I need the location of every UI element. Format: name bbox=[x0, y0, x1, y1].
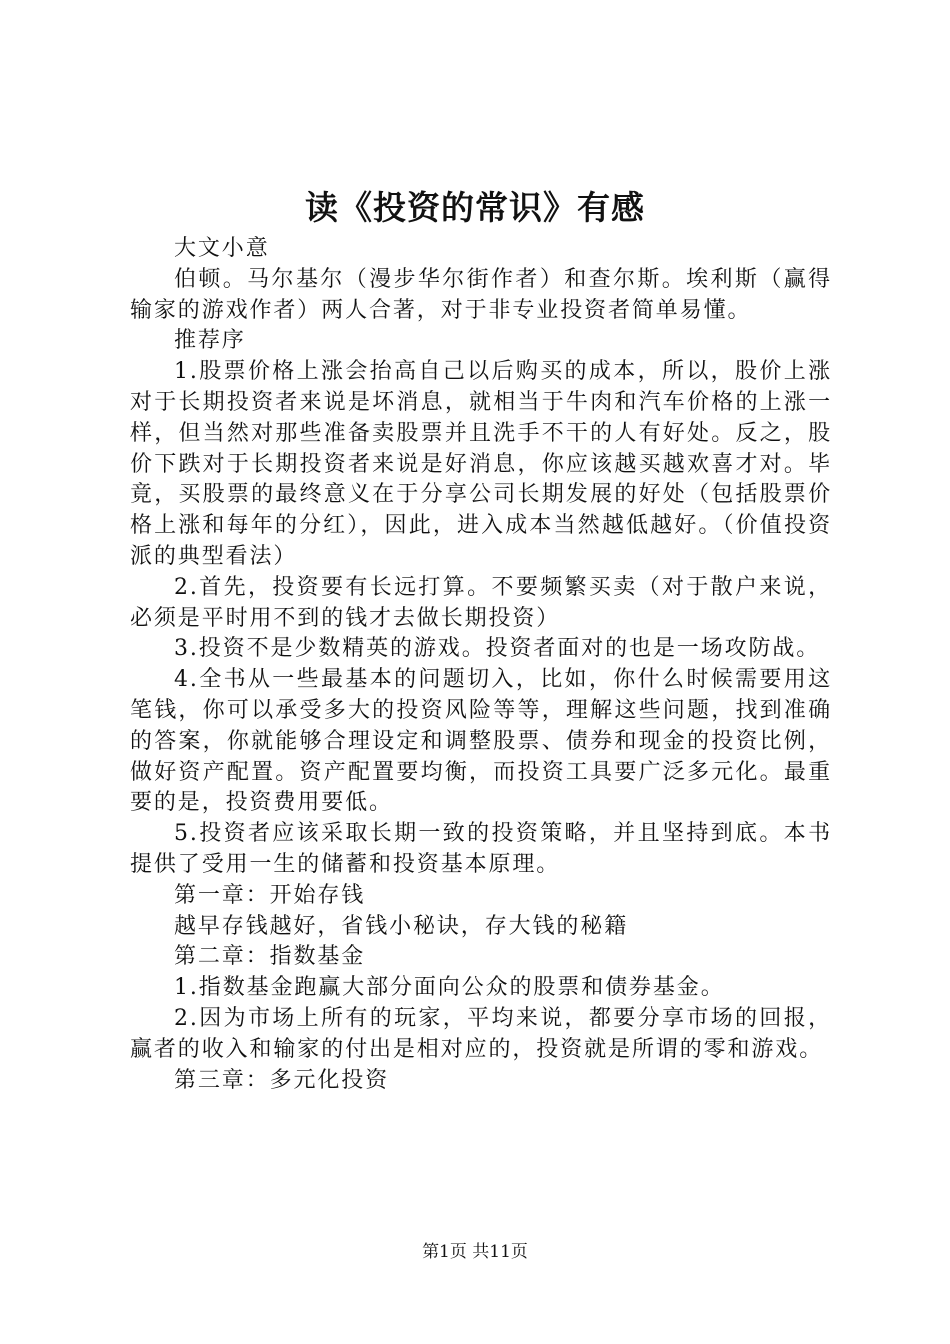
paragraph-point-5: 5.投资者应该采取长期一致的投资策略，并且坚持到底。本书提供了受用一生的储蓄和投资基本原理。 bbox=[130, 821, 832, 877]
paragraph-point-2: 2.首先，投资要有长远打算。不要频繁买卖（对于散户来说，必须是平时用不到的钱才去做长期投资） bbox=[130, 574, 832, 631]
paragraph-preface-heading: 推荐序 bbox=[174, 328, 246, 354]
paragraph-chapter-2-point-1: 1.指数基金跑赢大部分面向公众的股票和债券基金。 bbox=[174, 975, 725, 1001]
paragraph-point-1: 1.股票价格上涨会抬高自己以后购买的成本，所以，股价上涨对于长期投资者来说是坏消息，就相当于牛肉和汽车价格的上涨一样，但当然对那些准备卖股票并且洗手不干的人有好处。反之，股价下跌对于长期投资者来说是好消息，你应该越买越欢喜才对。毕竟，买股票的最终意义在于分享公司长期发展的好处（包括股票价格上涨和每年的分红），因此，进入成本当然越低越好。（价值投资派的典型看法） bbox=[130, 359, 832, 569]
paragraph-summary-heading: 大文小意 bbox=[174, 236, 270, 261]
page-number-footer: 第1页 共11页 bbox=[422, 1242, 528, 1262]
paragraph-authors: 伯顿。马尔基尔（漫步华尔街作者）和查尔斯。埃利斯（赢得输家的游戏作者）两人合著，对于非专业投资者简单易懂。 bbox=[130, 266, 832, 323]
paragraph-chapter-3-heading: 第三章：多元化投资 bbox=[174, 1067, 390, 1093]
paragraph-chapter-1-heading: 第一章：开始存钱 bbox=[174, 882, 366, 908]
paragraph-chapter-2-heading: 第二章：指数基金 bbox=[174, 944, 366, 970]
paragraph-chapter-1-text: 越早存钱越好，省钱小秘诀，存大钱的秘籍 bbox=[174, 913, 629, 939]
paragraph-point-3: 3.投资不是少数精英的游戏。投资者面对的也是一场攻防战。 bbox=[174, 636, 821, 662]
document-body bbox=[130, 234, 832, 1096]
paragraph-chapter-2-point-2: 2.因为市场上所有的玩家，平均来说，都要分享市场的回报，赢者的收入和输家的付出是相对应的，投资就是所谓的零和游戏。 bbox=[130, 1005, 832, 1062]
document-title: 读《投资的常识》有感 bbox=[305, 188, 645, 227]
paragraph-point-4: 4.全书从一些最基本的问题切入，比如，你什么时候需要用这笔钱，你可以承受多大的投资风险等等，理解这些问题，找到准确的答案，你就能够合理设定和调整股票、债券和现金的投资比例，做好资产配置。资产配置要均衡，而投资工具要广泛多元化。最重要的是，投资费用要低。 bbox=[130, 667, 832, 816]
